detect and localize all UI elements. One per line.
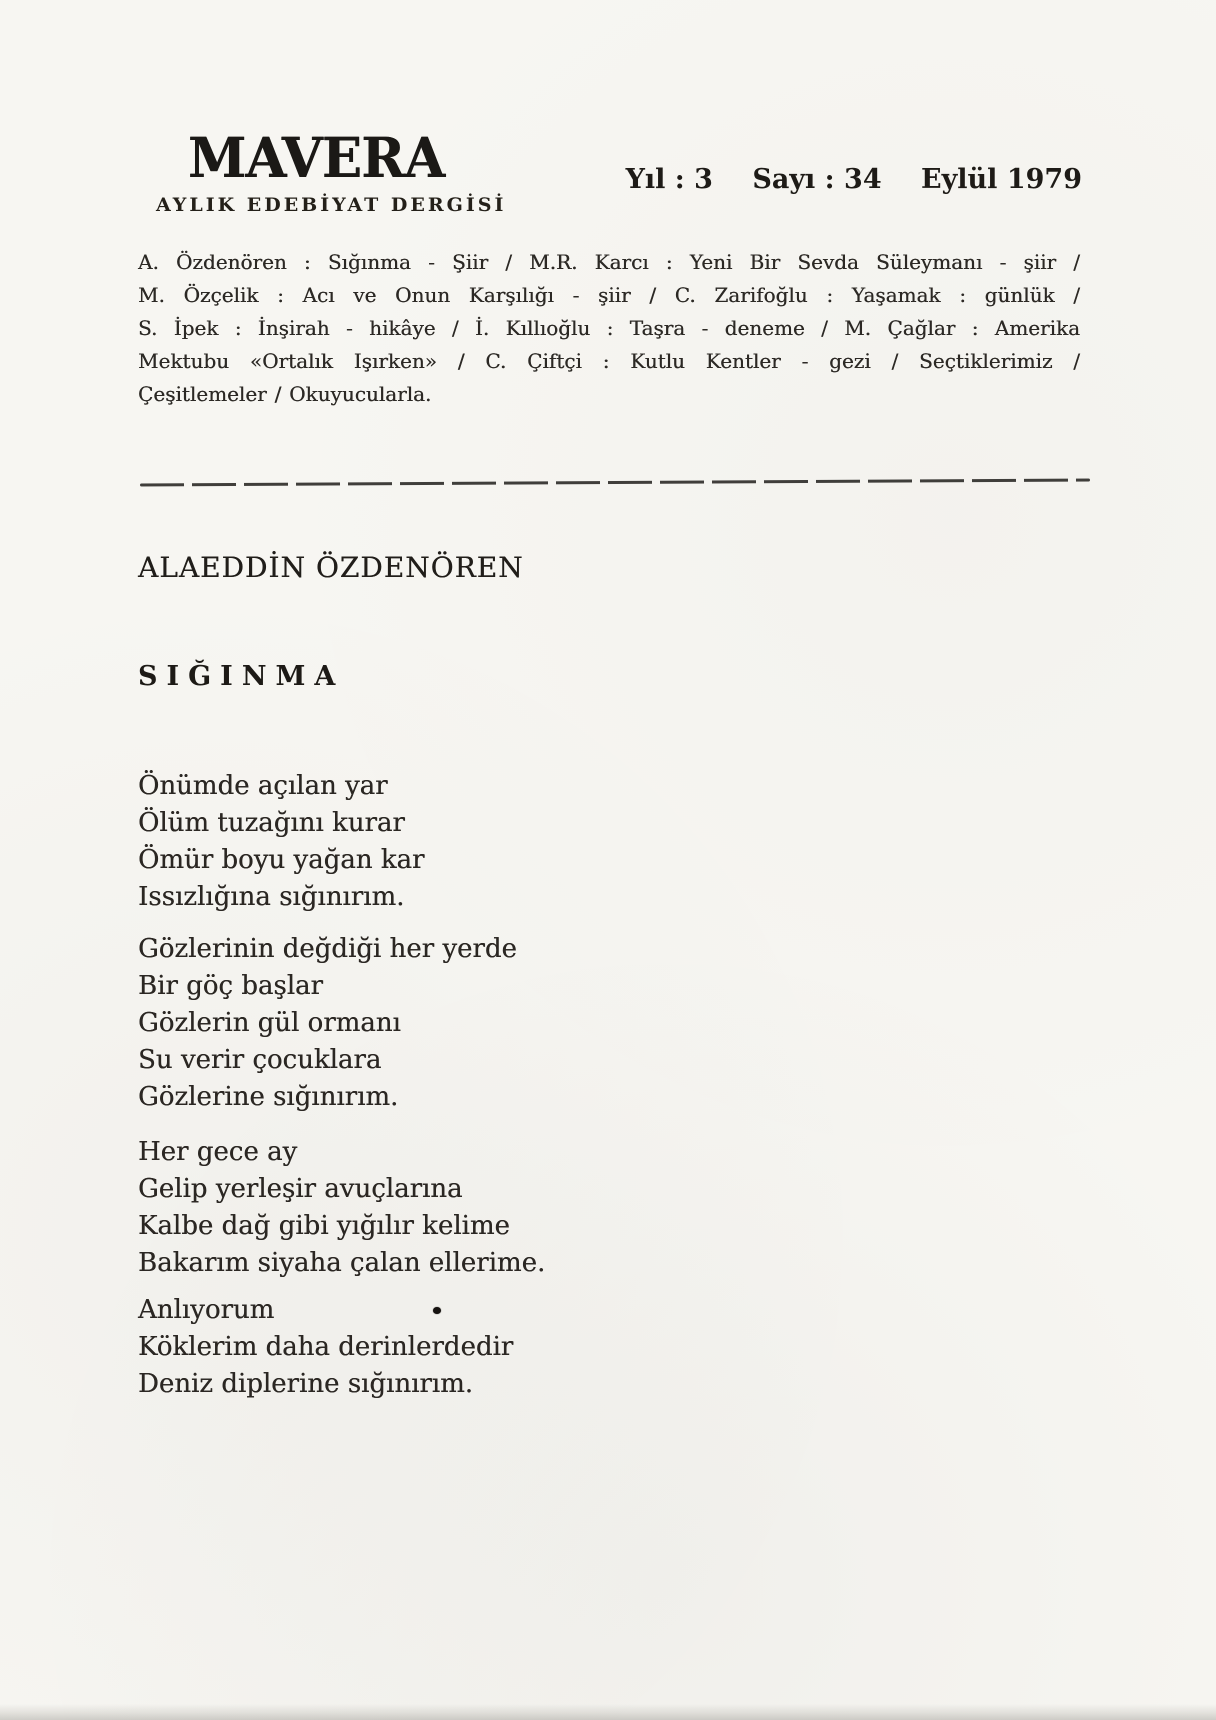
poem-stanza (138, 1134, 545, 1282)
poem-line: Her gece ay (138, 1137, 298, 1167)
poem-line: Gözlerinin değdiği her yerde (138, 934, 517, 964)
poem (138, 768, 545, 1403)
poem-stanza (138, 1292, 545, 1403)
poem-line: Kalbe dağ gibi yığılır kelime (138, 1211, 510, 1241)
poem-title: SIĞINMA (138, 661, 345, 692)
issue-year (626, 164, 713, 195)
issue-year-label: Yıl : (625, 164, 685, 195)
poem-stanza (138, 931, 545, 1116)
poem-line: Bakarım siyaha çalan ellerime. (138, 1248, 546, 1278)
ink-speck (433, 1307, 441, 1314)
toc-line: M. Özçelik : Acı ve Onun Karşılığı - şiir / C. Zarifoğlu : Yaşamak : günlük / (138, 283, 1080, 307)
poem-line: Önümde açılan yar (138, 771, 388, 801)
magazine-logo (156, 126, 507, 216)
toc-line: A. Özdenören : Sığınma - Şiir / M.R. Karcı : Yeni Bir Sevda Süleymanı - şiir / (138, 250, 1080, 274)
poem-stanza (138, 768, 545, 916)
poem-line: Gelip yerleşir avuçlarına (138, 1174, 463, 1204)
author-name: ALAEDDİN ÖZDENÖREN (138, 551, 524, 584)
poem-line: Bir göç başlar (138, 971, 323, 1001)
poem-line: Su verir çocuklara (138, 1045, 382, 1075)
poem-line: Ömür boyu yağan kar (138, 845, 425, 875)
magazine-title: MAVERA (187, 126, 445, 191)
poem-line: Gözlerine sığınırım. (138, 1082, 399, 1112)
poem-line: Ölüm tuzağını kurar (138, 808, 405, 838)
poem-line: Issızlığına sığınırım. (138, 882, 405, 912)
table-of-contents (138, 246, 1080, 411)
issue-number-label: Sayı : (752, 164, 835, 195)
poem-line: Deniz diplerine sığınırım. (138, 1369, 474, 1399)
dashed-divider (140, 479, 1090, 487)
issue-year-value: 3 (694, 164, 713, 195)
scan-edge-shadow (0, 1704, 1216, 1720)
issue-number-value: 34 (844, 164, 882, 195)
issue-number (752, 164, 881, 195)
issue-date: Eylül 1979 (921, 164, 1082, 195)
toc-line: Mektubu «Ortalık Işırken» / C. Çiftçi : Kutlu Kentler - gezi / Seçtiklerimiz / (138, 349, 1080, 373)
toc-line: S. İpek : İnşirah - hikâye / İ. Kıllıoğlu : Taşra - deneme / M. Çağlar : Amerika (138, 316, 1080, 340)
magazine-subtitle: AYLIK EDEBİYAT DERGİSİ (156, 194, 507, 216)
poem-line: Gözlerin gül ormanı (138, 1008, 401, 1038)
poem-line: Anlıyorum (138, 1295, 275, 1325)
issue-info (626, 164, 1082, 195)
toc-line: Çeşitlemeler / Okuyucularla. (138, 382, 432, 406)
poem-line: Köklerim daha derinlerdedir (138, 1332, 514, 1362)
